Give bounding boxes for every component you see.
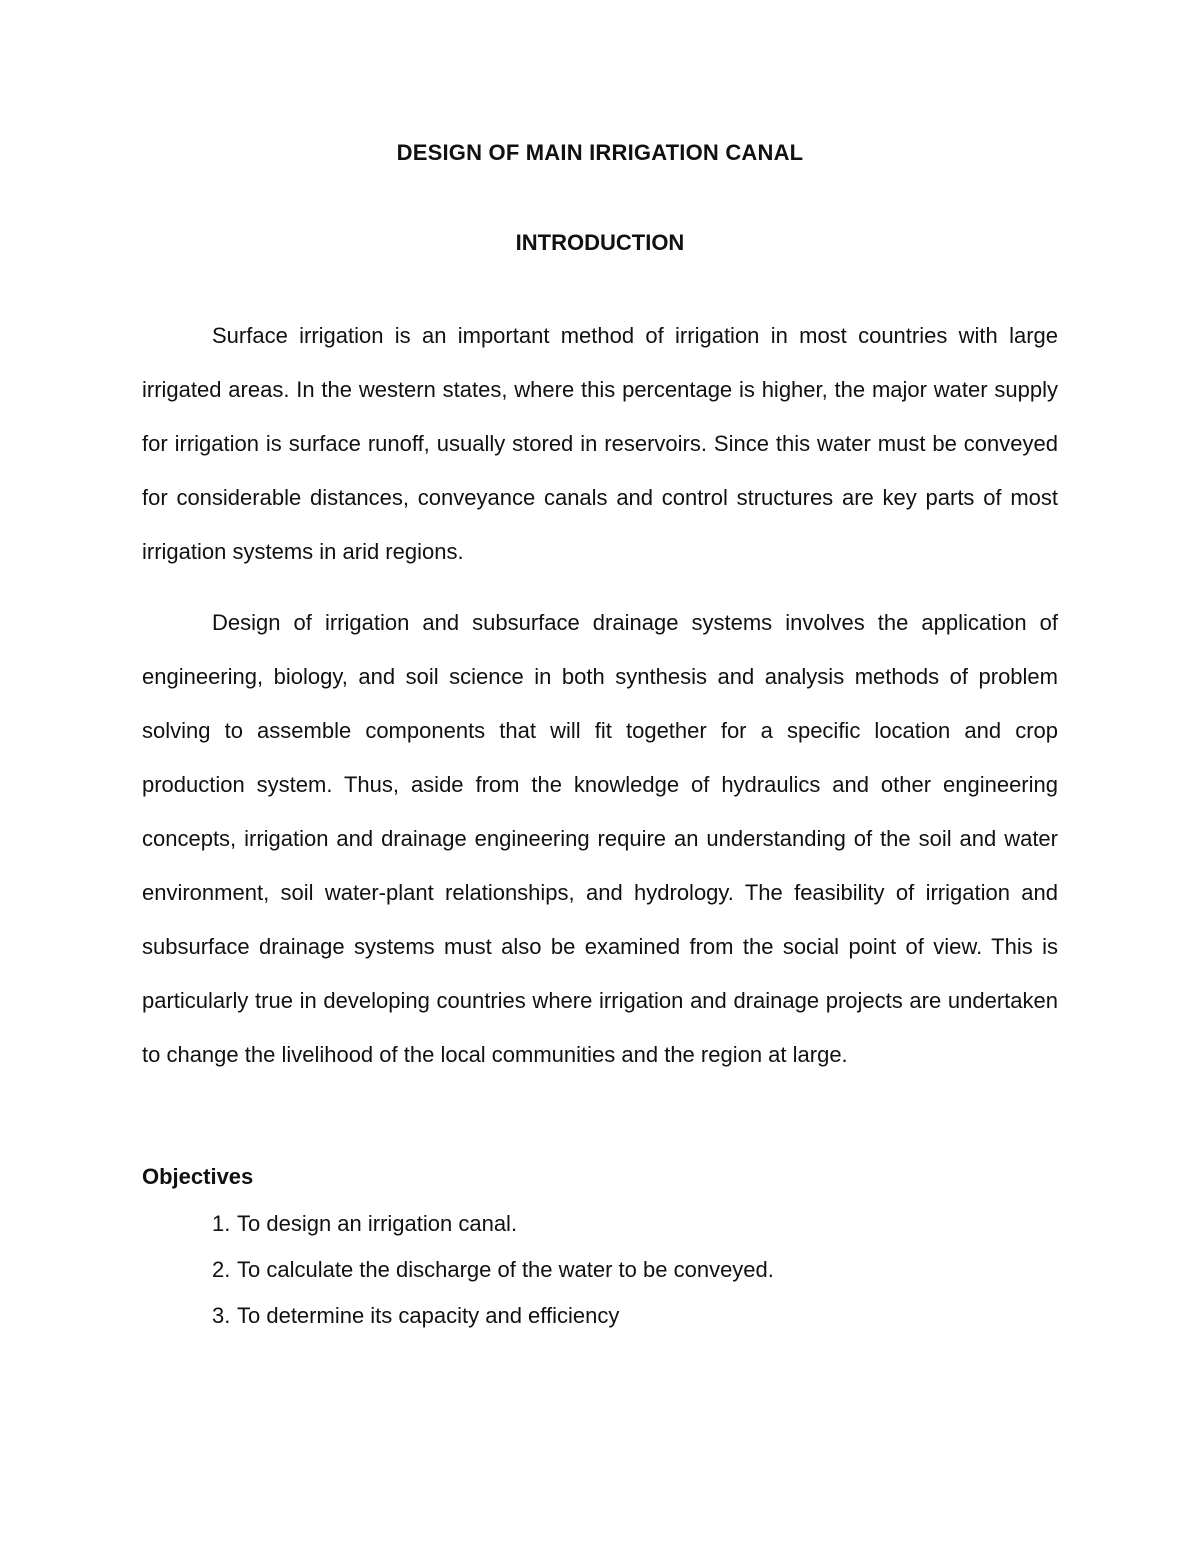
objectives-heading: Objectives <box>142 1164 254 1189</box>
list-item-text: To calculate the discharge of the water to be conveyed. <box>237 1257 774 1282</box>
objectives-list <box>212 1208 774 1346</box>
list-item-number: 3. <box>212 1303 231 1328</box>
document-title: DESIGN OF MAIN IRRIGATION CANAL <box>396 140 804 165</box>
list-item-text: To design an irrigation canal. <box>237 1211 518 1236</box>
list-item <box>212 1300 774 1346</box>
paragraph-2: Design of irrigation and subsurface drainage systems involves the application of engineering, biology, and soil science in both synthesis and analysis methods of problem solving to assemble components that will fit together for a specific location and crop production system. Thus, aside from the knowledge of hydraulics and other engineering concepts, irrigation and drainage engineering require an understanding of the soil and water environment, soil water-plant relationships, and hydrology. The feasibility of irrigation and subsurface drainage systems must also be examined from the social point of view. This is particularly true in developing countries where irrigation and drainage projects are undertaken to change the livelihood of the local communities and the region at large. <box>142 610 1058 1067</box>
list-item <box>212 1254 774 1300</box>
list-item <box>212 1208 774 1254</box>
paragraph-1: Surface irrigation is an important method of irrigation in most countries with large irrigated areas. In the western states, where this percentage is higher, the major water supply for irrigation is surface runoff, usually stored in reservoirs. Since this water must be conveyed for considerable distances, conveyance canals and control structures are key parts of most irrigation systems in arid regions. <box>142 323 1058 564</box>
list-item-number: 2. <box>212 1257 231 1282</box>
list-item-number: 1. <box>212 1211 231 1236</box>
section-heading-introduction: INTRODUCTION <box>515 230 685 255</box>
list-item-text: To determine its capacity and efficiency <box>237 1303 620 1328</box>
